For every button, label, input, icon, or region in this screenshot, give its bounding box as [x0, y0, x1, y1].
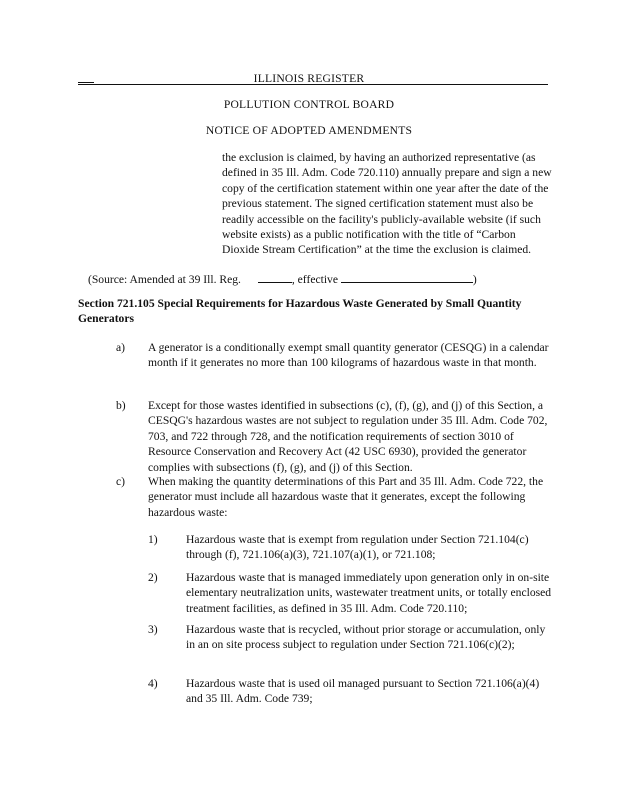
paragraph-text: Except for those wastes identified in subsections (c), (f), (g), and (j) of this Section, a CESQG's hazardous wastes are not subject to regulation under 35 Ill. Adm. Code 702, 703, and 722 through 728, and the notification requirements of section 3010 of Resource Conservation and Recovery Act (42 USC 6930), provided the generator complies with subsections (f), (g), and (j) of this Section.: [148, 399, 548, 474]
continued-text: the exclusion is claimed, by having an authorized representative (as defined in 35 Ill. Adm. Code 720.110) annually prepare and sign a new copy of the certification statement within one year after the date of the previous statement. The signed certification statement must also be readily accessible on the facility's publicly-available website (if such website exists) as a public notification with the title of “Carbon Dioxide Stream Certification” at the time the exclusion is claimed.: [222, 151, 552, 257]
source-effective: , effective: [291, 273, 338, 286]
source-prefix: (Source: Amended at 39 Ill. Reg.: [88, 273, 241, 286]
subparagraph-text: Hazardous waste that is managed immediately upon generation only in on-site elementary neutralization units, wastewater treatment units, or totally enclosed treatment facilities, as defined in 35 Ill. Adm. Code 720.110;: [186, 571, 552, 615]
effective-date-blank: [341, 272, 473, 283]
paragraph-label: b): [116, 399, 126, 412]
paragraph-text: A generator is a conditionally exempt small quantity generator (CESQG) in a calendar month if it generates no more than 100 kilograms of hazardous waste in that month.: [148, 341, 549, 370]
reg-page-blank: [258, 272, 292, 283]
paragraph-text: When making the quantity determinations of this Part and 35 Ill. Adm. Code 722, the generator must include all hazardous waste that it generates, except the following hazardous waste:: [148, 475, 544, 519]
board-title: POLLUTION CONTROL BOARD: [223, 98, 395, 111]
notice-title: NOTICE OF ADOPTED AMENDMENTS: [205, 124, 413, 137]
subparagraph-label: 2): [148, 571, 158, 584]
subparagraph-label: 1): [148, 533, 158, 546]
subparagraph-text: Hazardous waste that is recycled, without prior storage or accumulation, only in an on site process subject to regulation under Section 721.106(c)(2);: [186, 623, 546, 652]
paragraph-label: c): [116, 475, 126, 488]
paragraph-label: a): [116, 341, 126, 354]
subparagraph-label: 3): [148, 623, 158, 636]
subparagraph-label: 4): [148, 677, 158, 690]
source-note: [88, 272, 548, 287]
section-heading: Section 721.105 Special Requirements for Hazardous Waste Generated by Small Quantity Generators: [78, 297, 522, 326]
subparagraph-text: Hazardous waste that is exempt from regulation under Section 721.104(c) through (f), 721.106(a)(3), 721.107(a)(1), or 721.108;: [186, 533, 529, 562]
subparagraph-text: Hazardous waste that is used oil managed pursuant to Section 721.106(a)(4) and 35 Ill. Adm. Code 739;: [186, 677, 540, 706]
register-title: ILLINOIS REGISTER: [253, 72, 365, 85]
source-suffix: ): [472, 273, 477, 286]
